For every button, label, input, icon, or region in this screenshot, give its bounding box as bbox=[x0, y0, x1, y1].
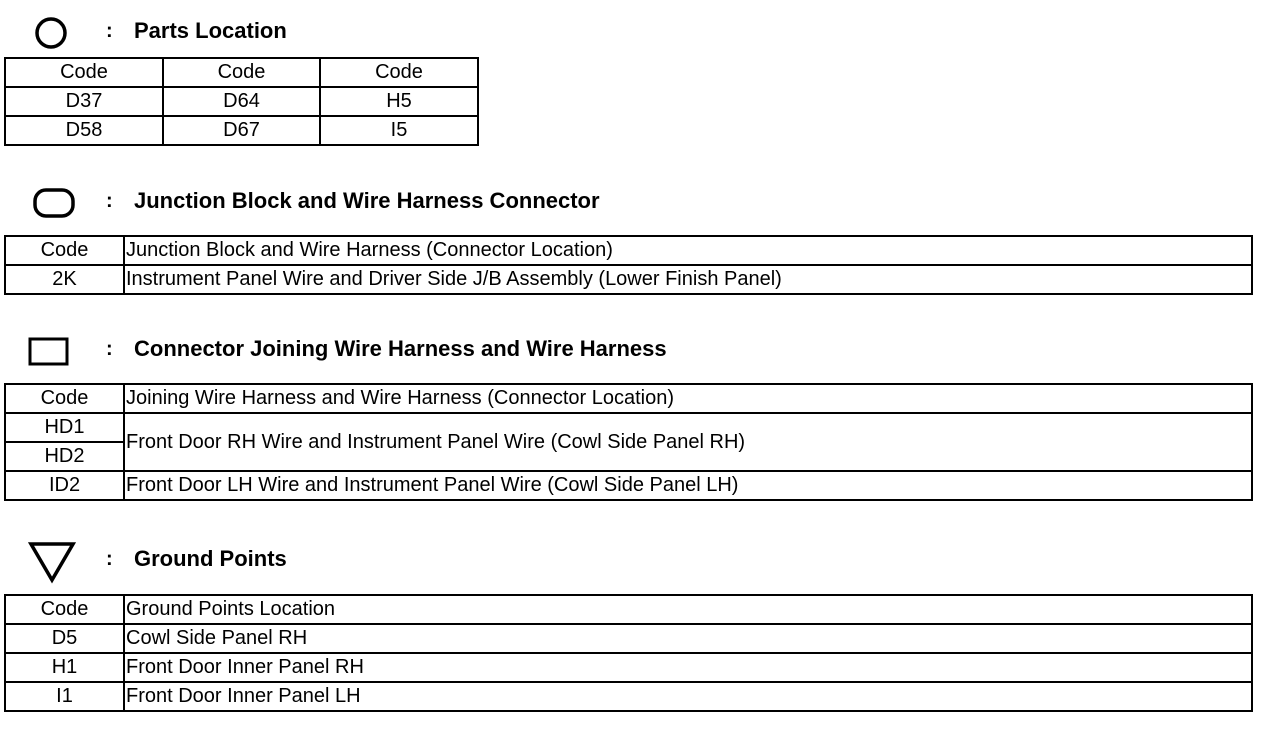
table-row bbox=[5, 87, 478, 116]
table-row bbox=[5, 682, 1252, 711]
connector-location: Front Door LH Wire and Instrument Panel Wire (Cowl Side Panel LH) bbox=[124, 471, 1252, 500]
column-header: Code bbox=[5, 58, 163, 87]
circle-icon bbox=[34, 16, 68, 50]
ground-code: D5 bbox=[5, 624, 124, 653]
legend-colon: : bbox=[106, 338, 113, 360]
part-code: D58 bbox=[5, 116, 163, 145]
table-row bbox=[5, 624, 1252, 653]
column-header-code: Code bbox=[5, 595, 124, 624]
part-code: D64 bbox=[163, 87, 320, 116]
part-code: I5 bbox=[320, 116, 478, 145]
table-row bbox=[5, 471, 1252, 500]
table-row bbox=[5, 265, 1252, 294]
table-row bbox=[5, 116, 478, 145]
column-header-location: Junction Block and Wire Harness (Connector Location) bbox=[124, 236, 1252, 265]
part-code: D67 bbox=[163, 116, 320, 145]
part-code: D37 bbox=[5, 87, 163, 116]
connector-joining-table bbox=[4, 383, 1253, 501]
rounded-rectangle-icon bbox=[32, 187, 76, 219]
column-header: Code bbox=[320, 58, 478, 87]
ground-location: Front Door Inner Panel RH bbox=[124, 653, 1252, 682]
connector-code: HD1 bbox=[5, 413, 124, 442]
section-title-connector-joining: Connector Joining Wire Harness and Wire Harness bbox=[134, 336, 667, 361]
junction-block-table bbox=[4, 235, 1253, 295]
column-header-code: Code bbox=[5, 384, 124, 413]
legend-colon: : bbox=[106, 20, 113, 42]
connector-code: 2K bbox=[5, 265, 124, 294]
table-row bbox=[5, 653, 1252, 682]
section-title-junction-block: Junction Block and Wire Harness Connector bbox=[134, 188, 600, 213]
connector-code: ID2 bbox=[5, 471, 124, 500]
table-header-row bbox=[5, 595, 1252, 624]
square-icon bbox=[28, 337, 70, 367]
connector-location: Instrument Panel Wire and Driver Side J/B Assembly (Lower Finish Panel) bbox=[124, 265, 1252, 294]
column-header-code: Code bbox=[5, 236, 124, 265]
column-header-location: Joining Wire Harness and Wire Harness (Connector Location) bbox=[124, 384, 1252, 413]
table-header-row bbox=[5, 384, 1252, 413]
ground-location: Cowl Side Panel RH bbox=[124, 624, 1252, 653]
table-row bbox=[5, 413, 1252, 442]
ground-code: I1 bbox=[5, 682, 124, 711]
table-header-row bbox=[5, 58, 478, 87]
table-header-row bbox=[5, 236, 1252, 265]
part-code: H5 bbox=[320, 87, 478, 116]
parts-location-table bbox=[4, 57, 479, 146]
section-title-parts-location: Parts Location bbox=[134, 18, 287, 43]
triangle-down-icon bbox=[28, 540, 76, 584]
legend-colon: : bbox=[106, 190, 113, 212]
column-header-location: Ground Points Location bbox=[124, 595, 1252, 624]
ground-points-table bbox=[4, 594, 1253, 712]
connector-code: HD2 bbox=[5, 442, 124, 471]
connector-location: Front Door RH Wire and Instrument Panel Wire (Cowl Side Panel RH) bbox=[124, 413, 1252, 471]
ground-code: H1 bbox=[5, 653, 124, 682]
column-header: Code bbox=[163, 58, 320, 87]
ground-location: Front Door Inner Panel LH bbox=[124, 682, 1252, 711]
legend-colon: : bbox=[106, 548, 113, 570]
section-title-ground-points: Ground Points bbox=[134, 546, 287, 571]
